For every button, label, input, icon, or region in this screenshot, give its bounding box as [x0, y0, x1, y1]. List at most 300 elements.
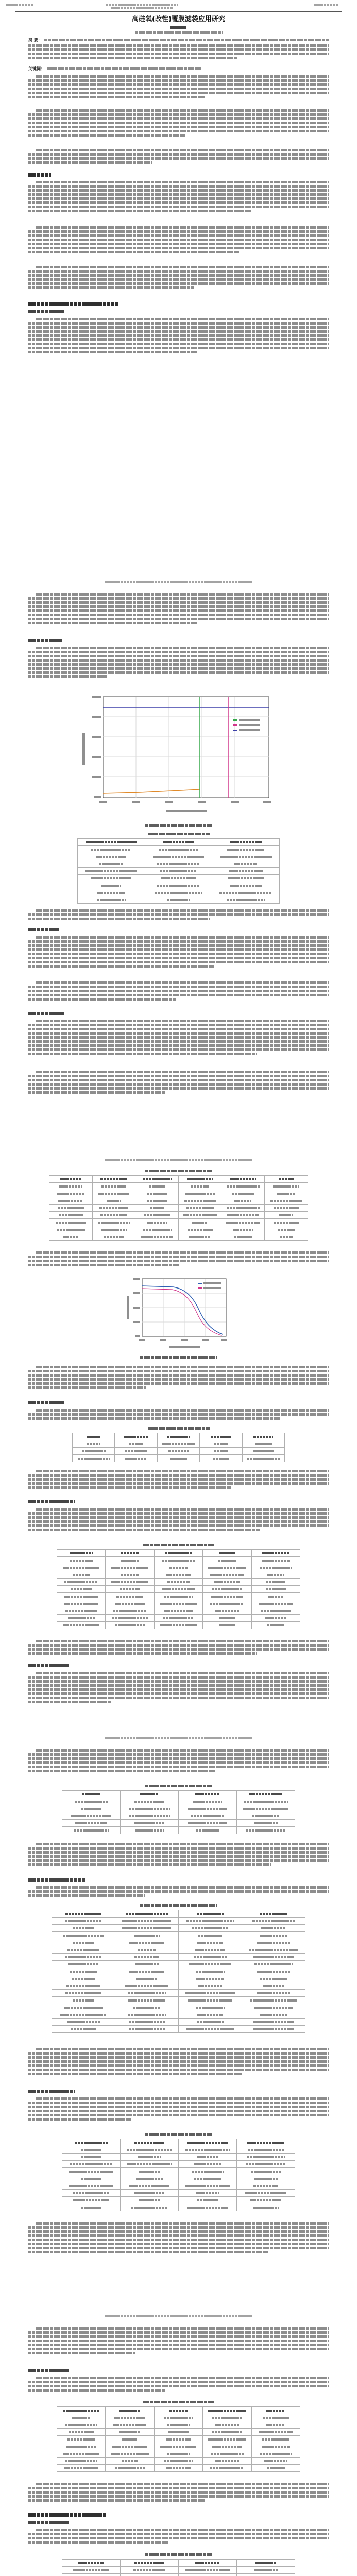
cell-text — [185, 2185, 230, 2187]
cell-text — [82, 1450, 106, 1452]
cell-text — [191, 1815, 225, 1817]
table-cell — [242, 1946, 305, 1954]
table-row — [57, 2443, 300, 2450]
table-row — [62, 1820, 295, 1827]
table-row — [57, 2421, 300, 2429]
table-cell — [115, 1918, 179, 1925]
x-tick-label — [139, 1339, 145, 1341]
table-row — [52, 2004, 305, 2011]
data-table — [57, 1549, 300, 1629]
cell-text — [134, 1822, 165, 1824]
table-cell — [145, 846, 212, 853]
cell-text — [119, 2431, 141, 2433]
cell-text — [121, 1552, 139, 1554]
body-paragraph — [28, 591, 329, 626]
table-row — [73, 1440, 285, 1448]
table-cell — [179, 2011, 242, 2019]
text-line — [28, 53, 329, 55]
table-cell — [242, 1925, 305, 1932]
text-line — [28, 1529, 260, 1531]
cell-text — [234, 1200, 251, 1202]
text-line — [28, 286, 194, 289]
cell-text — [125, 1985, 168, 1987]
cell-text — [234, 863, 257, 865]
cell-text — [141, 1236, 173, 1238]
text-line — [28, 2352, 135, 2354]
cell-text — [66, 1985, 100, 1987]
text-line — [28, 2335, 329, 2338]
table-cell — [106, 2450, 154, 2458]
table-row — [49, 1190, 308, 1197]
table-cell — [251, 1571, 300, 1579]
cell-text — [75, 1801, 108, 1803]
table-cell — [179, 1910, 242, 1918]
cell-text — [188, 1822, 227, 1824]
cell-text — [194, 2178, 222, 2180]
table-cell — [157, 1433, 199, 1440]
text-line — [28, 161, 152, 164]
cell-text — [72, 2417, 90, 2419]
cell-text — [81, 2156, 101, 2158]
cell-text — [259, 1603, 293, 1605]
cell-text — [97, 892, 125, 894]
table-cell — [106, 1600, 154, 1607]
table-row — [52, 1918, 305, 1925]
table-cell — [154, 1622, 202, 1629]
cell-text — [196, 2007, 225, 2009]
table-cell — [179, 1791, 237, 1798]
body-paragraph — [28, 935, 329, 969]
table-cell — [203, 1579, 251, 1586]
subsection-heading — [28, 2369, 70, 2372]
text-line — [28, 614, 329, 616]
table-cell — [49, 1212, 93, 1219]
cell-text — [125, 1450, 147, 1452]
cell-text — [134, 2192, 164, 2194]
text-line — [36, 1251, 329, 1254]
table-cell — [157, 1440, 199, 1448]
cell-text — [81, 2207, 101, 2209]
table-row — [52, 1961, 305, 1968]
cell-text — [192, 1222, 208, 1224]
body-paragraph — [28, 1638, 329, 1656]
table-cell — [203, 2436, 251, 2443]
table-cell — [135, 1212, 179, 1219]
cell-text — [70, 2163, 113, 2165]
y-tick-label — [133, 1292, 140, 1294]
table-cell — [179, 1932, 242, 1939]
table-cell — [203, 1622, 251, 1629]
cell-text — [164, 2460, 194, 2462]
table-cell — [57, 1607, 106, 1615]
cell-text — [170, 1458, 187, 1460]
cell-text — [246, 1829, 286, 1832]
table-cell — [92, 1183, 135, 1190]
cell-text — [212, 2417, 243, 2419]
text-line — [28, 1040, 329, 1043]
x-tick-label — [231, 801, 239, 803]
table-cell — [78, 896, 145, 904]
cell-text — [73, 1942, 94, 1944]
text-line — [36, 1409, 329, 1412]
cell-text — [167, 2453, 190, 2455]
table-caption — [145, 2553, 212, 2556]
text-line — [28, 940, 329, 943]
running-header-text — [105, 1737, 252, 1739]
cell-text — [197, 1913, 224, 1915]
cell-text — [255, 1443, 272, 1445]
text-line — [36, 1843, 329, 1845]
table-cell — [52, 1918, 115, 1925]
x-tick-label — [198, 801, 206, 803]
running-header-text — [105, 581, 252, 583]
cell-text — [210, 1603, 244, 1605]
cell-text — [134, 1935, 160, 1937]
cell-text — [59, 1214, 83, 1216]
paper-title: 高硅氧(改性)覆膜滤袋应用研究 — [132, 15, 225, 23]
legend-swatch — [198, 1287, 202, 1289]
cell-text — [143, 1229, 172, 1231]
cell-text — [58, 1207, 84, 1209]
table-cell — [106, 1571, 154, 1579]
table-cell — [135, 1226, 179, 1233]
cell-text — [162, 1588, 195, 1590]
table-cell — [200, 1455, 242, 1462]
table-cell — [62, 2168, 121, 2175]
cell-text — [119, 2410, 141, 2412]
table-cell — [237, 2182, 295, 2190]
table-cell — [179, 1982, 242, 1990]
table-cell — [106, 2421, 154, 2429]
table-cell — [203, 2458, 251, 2465]
cell-text — [129, 1815, 171, 1817]
cell-text — [65, 1920, 102, 1922]
text-line — [28, 1757, 329, 1760]
text-line — [36, 109, 329, 112]
y-tick-label — [94, 796, 101, 798]
text-line — [28, 990, 329, 992]
text-line — [28, 1028, 329, 1030]
cell-text — [193, 1801, 222, 1803]
cell-text — [196, 1829, 219, 1832]
table-cell — [237, 1820, 295, 1827]
cell-text — [168, 1450, 188, 1452]
text-line — [36, 1508, 329, 1511]
table-row — [52, 1982, 305, 1990]
cell-text — [67, 1949, 99, 1951]
text-line — [28, 1036, 329, 1039]
table-row — [57, 2465, 300, 2472]
table-cell — [154, 2436, 202, 2443]
table-cell — [52, 1932, 115, 1939]
table-row — [57, 1586, 300, 1593]
cell-text — [129, 1808, 170, 1810]
table-cell — [265, 1205, 308, 1212]
text-line — [28, 126, 329, 128]
table-cell — [52, 1997, 115, 2004]
table-cell — [121, 2567, 179, 2574]
table-cell — [251, 1564, 300, 1571]
cell-text — [144, 1214, 169, 1216]
text-line — [28, 274, 329, 277]
cell-text — [195, 2562, 219, 2564]
table-row — [49, 1205, 308, 1212]
cell-text — [188, 1808, 227, 1810]
table-cell — [237, 1805, 295, 1812]
table-cell — [115, 1433, 157, 1440]
text-line — [28, 270, 329, 273]
table-row — [78, 896, 280, 904]
table-cell — [106, 2407, 154, 2414]
table-cell — [203, 2443, 251, 2450]
text-line — [28, 998, 176, 1001]
cell-text — [125, 1458, 147, 1460]
cell-text — [254, 1963, 292, 1965]
table-cell — [106, 1564, 154, 1571]
cell-text — [134, 1801, 164, 1803]
table-cell — [115, 1910, 179, 1918]
data-table — [77, 838, 280, 904]
cell-text — [129, 1443, 143, 1445]
text-line — [28, 48, 329, 51]
table-cell — [62, 1827, 121, 1834]
table-row — [62, 1798, 295, 1805]
table-row — [78, 889, 280, 896]
cell-text — [187, 2207, 228, 2209]
table-row — [57, 1622, 300, 1629]
text-line — [28, 663, 329, 666]
text-line — [28, 2239, 329, 2241]
cell-text — [112, 1617, 148, 1619]
table-row — [57, 2450, 300, 2458]
table-cell — [106, 2458, 154, 2465]
table-row — [57, 1607, 300, 1615]
table-cell — [52, 2019, 115, 2026]
cell-text — [159, 849, 199, 851]
cell-text — [127, 2163, 172, 2165]
table-cell — [121, 2154, 179, 2161]
cell-text — [267, 1624, 284, 1626]
table-header-row — [62, 2560, 295, 2567]
text-line — [36, 936, 329, 939]
cell-text — [227, 849, 265, 851]
table-row — [49, 1183, 308, 1190]
cell-text — [266, 1581, 285, 1583]
table-row — [52, 2019, 305, 2026]
cell-text — [233, 1229, 252, 1231]
table-row — [62, 2161, 295, 2168]
cell-text — [149, 1185, 165, 1188]
table-cell — [237, 2154, 295, 2161]
table-caption — [140, 1904, 217, 1907]
cell-text — [186, 1207, 214, 1209]
cell-text — [274, 1222, 299, 1224]
cell-text — [162, 1560, 195, 1562]
body-paragraph — [28, 908, 329, 922]
cell-text — [253, 1450, 274, 1452]
table-cell — [154, 2429, 202, 2436]
cell-text — [278, 1229, 295, 1231]
table-cell — [179, 1946, 242, 1954]
table-caption — [143, 1544, 215, 1546]
text-line — [28, 278, 329, 281]
table-caption — [148, 1427, 210, 1430]
text-line — [28, 334, 329, 337]
y-tick-label — [133, 1321, 140, 1323]
table-cell — [212, 853, 280, 860]
table-cell — [115, 1455, 157, 1462]
cell-text — [126, 1913, 168, 1915]
paper-page-5 — [0, 2312, 357, 2576]
cell-text — [112, 2446, 147, 2448]
text-line — [36, 2483, 329, 2485]
table-row — [62, 2182, 295, 2190]
cell-text — [227, 1185, 260, 1188]
table-cell — [121, 2168, 179, 2175]
body-paragraph — [28, 645, 329, 680]
text-line — [28, 347, 329, 349]
y-tick-label — [92, 756, 101, 758]
cell-text — [69, 2185, 113, 2187]
text-line — [28, 1486, 231, 1489]
cell-text — [268, 1596, 283, 1598]
table-cell — [57, 1600, 106, 1607]
table-cell — [62, 2154, 121, 2161]
table-row — [52, 1932, 305, 1939]
table-cell — [57, 2407, 106, 2414]
cell-text — [85, 870, 138, 872]
table-cell — [57, 1586, 106, 1593]
table-cell — [154, 1579, 202, 1586]
table-cell — [78, 853, 145, 860]
cell-text — [195, 1793, 220, 1795]
table-cell — [237, 2161, 295, 2168]
table-cell — [92, 1176, 135, 1183]
y-axis-title — [82, 733, 85, 765]
cell-text — [211, 1436, 231, 1438]
table-cell — [203, 1607, 251, 1615]
table-cell — [121, 1805, 179, 1812]
table-cell — [179, 2154, 237, 2161]
cell-text — [122, 2460, 138, 2462]
table-cell — [242, 1982, 305, 1990]
legend-label — [203, 1282, 221, 1284]
y-axis-title — [127, 1296, 129, 1319]
table-cell — [178, 1183, 222, 1190]
body-paragraph — [28, 179, 329, 214]
cell-text — [75, 2142, 108, 2144]
table-cell — [212, 868, 280, 875]
table-cell — [154, 1600, 202, 1607]
cell-text — [247, 2156, 285, 2158]
cell-text — [197, 2021, 224, 2023]
subsection-heading — [28, 1878, 85, 1882]
table-row — [57, 1593, 300, 1600]
table-cell — [154, 2465, 202, 2472]
table-cell — [200, 1433, 242, 1440]
table-cell — [237, 2146, 295, 2154]
table-cell — [242, 1455, 284, 1462]
text-line — [28, 2064, 329, 2067]
table-row — [78, 875, 280, 882]
cell-text — [187, 2142, 229, 2144]
cell-text — [113, 2424, 146, 2426]
cell-text — [115, 1603, 145, 1605]
cell-text — [65, 2424, 98, 2426]
cell-text — [266, 2424, 285, 2426]
cell-text — [134, 2142, 164, 2144]
table-cell — [154, 2443, 202, 2450]
table-cell — [157, 1448, 199, 1455]
text-line — [36, 149, 329, 151]
table-cell — [121, 2574, 179, 2576]
cell-text — [91, 849, 131, 851]
data-table — [52, 1910, 305, 2033]
table-cell — [179, 2168, 237, 2175]
legend-swatch — [233, 724, 237, 726]
cell-text — [64, 1596, 97, 1598]
text-line — [47, 67, 201, 70]
cell-text — [255, 2562, 277, 2564]
table-cell — [73, 1448, 115, 1455]
cell-text — [139, 2171, 160, 2173]
cell-text — [124, 1436, 148, 1438]
text-line — [28, 44, 329, 47]
cell-text — [232, 1193, 254, 1195]
cell-text — [185, 2149, 230, 2151]
subsection-heading — [28, 2090, 75, 2093]
text-line — [28, 994, 329, 996]
cell-text — [197, 1942, 223, 1944]
table-cell — [135, 1190, 179, 1197]
table-cell — [154, 1550, 202, 1557]
text-line — [28, 206, 329, 208]
table-cell — [57, 1571, 106, 1579]
cell-text — [63, 2453, 99, 2455]
cell-text — [114, 2417, 146, 2419]
table-cell — [200, 1440, 242, 1448]
x-tick-label — [181, 1339, 188, 1341]
cell-text — [100, 1214, 127, 1216]
table-cell — [57, 1564, 106, 1571]
cell-text — [135, 1963, 158, 1965]
table-cell — [203, 1564, 251, 1571]
text-line — [28, 957, 329, 959]
table-cell — [106, 1622, 154, 1629]
text-line — [28, 1053, 257, 1055]
table-cell — [135, 1205, 179, 1212]
cell-text — [228, 877, 264, 879]
table-cell — [203, 1586, 251, 1593]
table-cell — [179, 2574, 237, 2576]
text-line — [28, 1044, 329, 1047]
table-cell — [78, 889, 145, 896]
text-line — [28, 2056, 329, 2059]
table-row — [57, 1564, 300, 1571]
table-cell — [121, 2182, 179, 2190]
table-cell — [154, 1571, 202, 1579]
table-cell — [62, 1812, 121, 1820]
cell-text — [70, 1971, 97, 1973]
cell-text — [208, 2438, 246, 2441]
cell-text — [63, 1236, 78, 1238]
table-cell — [179, 1820, 237, 1827]
table-cell — [121, 2190, 179, 2197]
cell-text — [147, 1200, 167, 1202]
table-cell — [106, 1586, 154, 1593]
table-cell — [251, 2436, 300, 2443]
table-cell — [251, 1622, 300, 1629]
